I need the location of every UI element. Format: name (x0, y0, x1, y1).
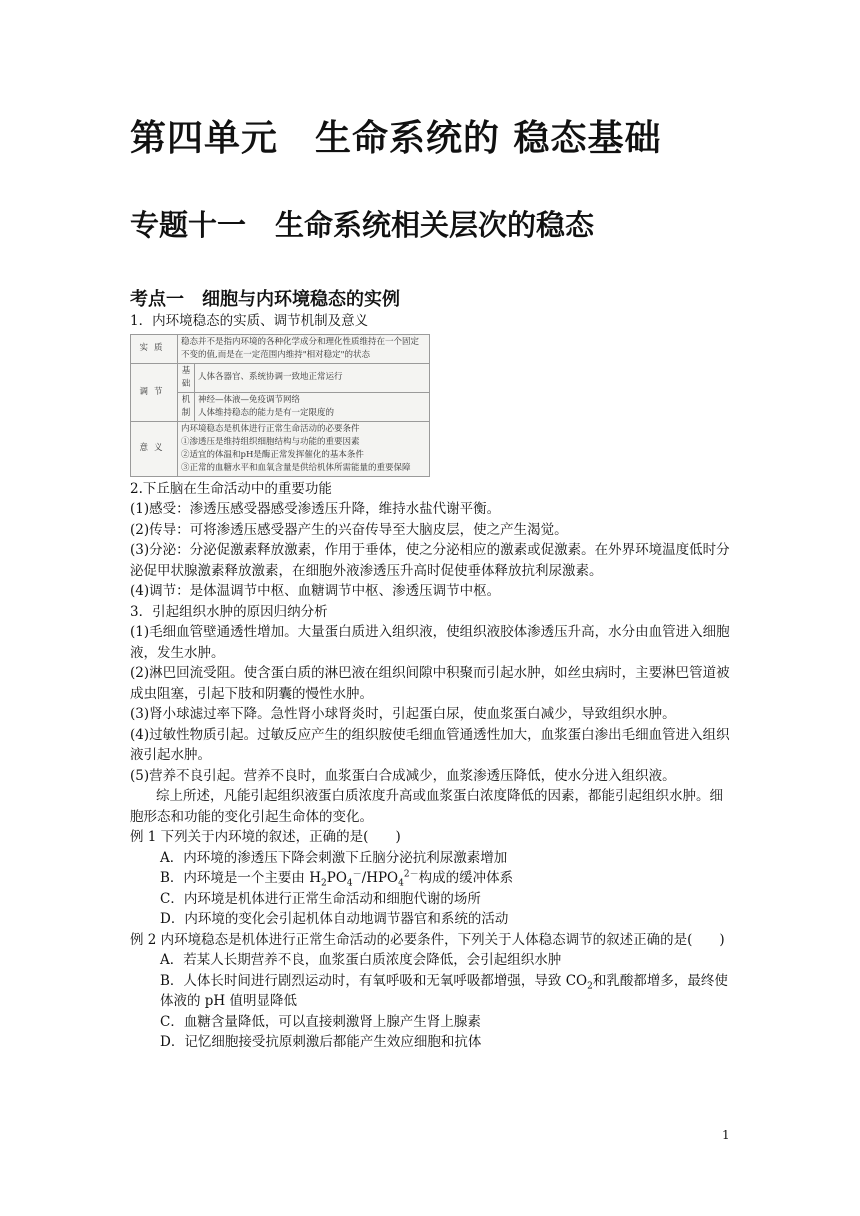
example2-option-b (130, 971, 730, 1012)
p3-item: (2)淋巴回流受阻。使含蛋白质的淋巴液在组织间隙中积聚而引起水肿，如丝虫病时，主要淋巴管道被成虫阻塞，引起下肢和阴囊的慢性水肿。 (130, 665, 730, 702)
option-text: 构成的缓冲体系 (418, 870, 514, 886)
example1-option-c: C．内环境是机体进行正常生命活动和细胞代谢的场所 (160, 890, 481, 907)
superscript: － (352, 869, 362, 880)
row-text-mechanism (195, 392, 430, 421)
mechanism-line: 人体维持稳态的能力是有一定限度的 (198, 407, 335, 418)
p2-item: (4)调节：是体温调节中枢、血糖调节中枢、渗透压调节中枢。 (130, 583, 501, 599)
p2-item: (1)感受：渗透压感受器感受渗透压升降，维持水盐代谢平衡。 (130, 501, 501, 517)
option-text: B．内环境是一个主要由 H (160, 870, 321, 886)
page-number: 1 (722, 1128, 730, 1142)
significance-line: 内环境稳态是机体进行正常生命活动的必要条件 (181, 423, 360, 434)
row-text-essence: 稳态并不是指内环境的各种化学成分和理化性质维持在一个固定不变的值,而是在一定范围内维持"相对稳定"的状态 (178, 334, 430, 363)
subscript: 2 (587, 981, 593, 992)
row-label-essence: 实质 (131, 334, 178, 363)
row-label-regulation: 调节 (131, 363, 178, 421)
p3-item: (1)毛细血管壁通透性增加。大量蛋白质进入组织液，使组织液胶体渗透压升高，水分由血管进入细胞液，发生水肿。 (130, 624, 730, 661)
row-sub-mechanism: 机制 (178, 392, 195, 421)
row-sub-basis: 基础 (178, 363, 195, 392)
option-text: 和乳酸都增多，最终使体液的 pH 值明显降低 (160, 972, 728, 1009)
row-text-basis: 人体各器官、系统协调一致地正常运行 (195, 363, 430, 392)
topic-title: 专题十一 生命系统相关层次的稳态 (130, 208, 595, 242)
subscript: 2 (321, 878, 327, 889)
unit-title: 第四单元 生命系统的 稳态基础 (130, 118, 662, 159)
example1-option-b (130, 868, 730, 889)
subscript: 4 (398, 878, 404, 889)
p3-item: (4)过敏性物质引起。过敏反应产生的组织胺使毛细血管通透性加大，血浆蛋白渗出毛细血管进入组织液引起水肿。 (130, 726, 730, 763)
option-text: /HPO (361, 870, 399, 886)
p1-heading: 1．内环境稳态的实质、调节机制及意义 (130, 313, 369, 329)
mechanism-line: 神经—体液—免疫调节网络 (198, 394, 301, 405)
row-text-significance (178, 421, 430, 476)
summary-paragraph: 综上所述，凡能引起组织液蛋白质浓度升高或血浆蛋白浓度降低的因素，都能引起组织水肿。细胞形态和功能的变化引起生命体的变化。 (130, 788, 723, 825)
main-content (130, 311, 730, 1053)
significance-line: ②适宜的体温和pH是酶正常发挥催化的基本条件 (181, 449, 364, 460)
homeostasis-summary-table (130, 334, 430, 477)
example2-option-d: D．记忆细胞接受抗原刺激后都能产生效应细胞和抗体 (160, 1034, 482, 1050)
example1-option-d: D．内环境的变化会引起机体自动地调节器官和系统的活动 (160, 911, 509, 927)
table-row (131, 363, 430, 392)
example1-stem: 例 1 下列关于内环境的叙述，正确的是( ) (130, 829, 401, 845)
example2-stem: 例 2 内环境稳态是机体进行正常生命活动的必要条件，下列关于人体稳态调节的叙述正确的是( ) (130, 931, 725, 948)
option-text: B．人体长时间进行剧烈运动时，有氧呼吸和无氧呼吸都增强，导致 CO (160, 972, 588, 989)
superscript: 2－ (403, 869, 419, 880)
example2-option-a: A．若某人长期营养不良，血浆蛋白质浓度会降低，会引起组织水肿 (160, 952, 562, 968)
p3-heading: 3．引起组织水肿的原因归纳分析 (130, 603, 328, 620)
subscript: 4 (346, 878, 353, 889)
significance-line: ①渗透压是维持组织细胞结构与功能的重要因素 (181, 436, 360, 447)
row-label-significance: 意义 (131, 421, 178, 476)
section-title: 考点一 细胞与内环境稳态的实例 (130, 289, 400, 310)
example2-option-c: C．血糖含量降低，可以直接刺激肾上腺产生肾上腺素 (160, 1013, 481, 1030)
example1-option-a: A．内环境的渗透压下降会刺激下丘脑分泌抗利尿激素增加 (160, 849, 508, 866)
option-text: PO (326, 870, 347, 886)
p2-item: (2)传导：可将渗透压感受器产生的兴奋传导至大脑皮层，使之产生渴觉。 (130, 521, 568, 538)
table-row (131, 421, 430, 476)
significance-line: ③正常的血糖水平和血氧含量是供给机体所需能量的重要保障 (181, 462, 411, 473)
table-row (131, 334, 430, 363)
p3-item: (3)肾小球滤过率下降。急性肾小球肾炎时，引起蛋白尿，使血浆蛋白减少，导致组织水肿。 (130, 706, 676, 722)
p2-heading: 2.下丘脑在生命活动中的重要功能 (130, 480, 332, 497)
p2-item: (3)分泌：分泌促激素释放激素，作用于垂体，使之分泌相应的激素或促激素。在外界环境温度低时分泌促甲状腺激素释放激素，在细胞外液渗透压升高时促使垂体释放抗利尿激素。 (130, 542, 730, 579)
p3-item: (5)营养不良引起。营养不良时，血浆蛋白合成减少，血浆渗透压降低，使水分进入组织液。 (130, 767, 676, 784)
